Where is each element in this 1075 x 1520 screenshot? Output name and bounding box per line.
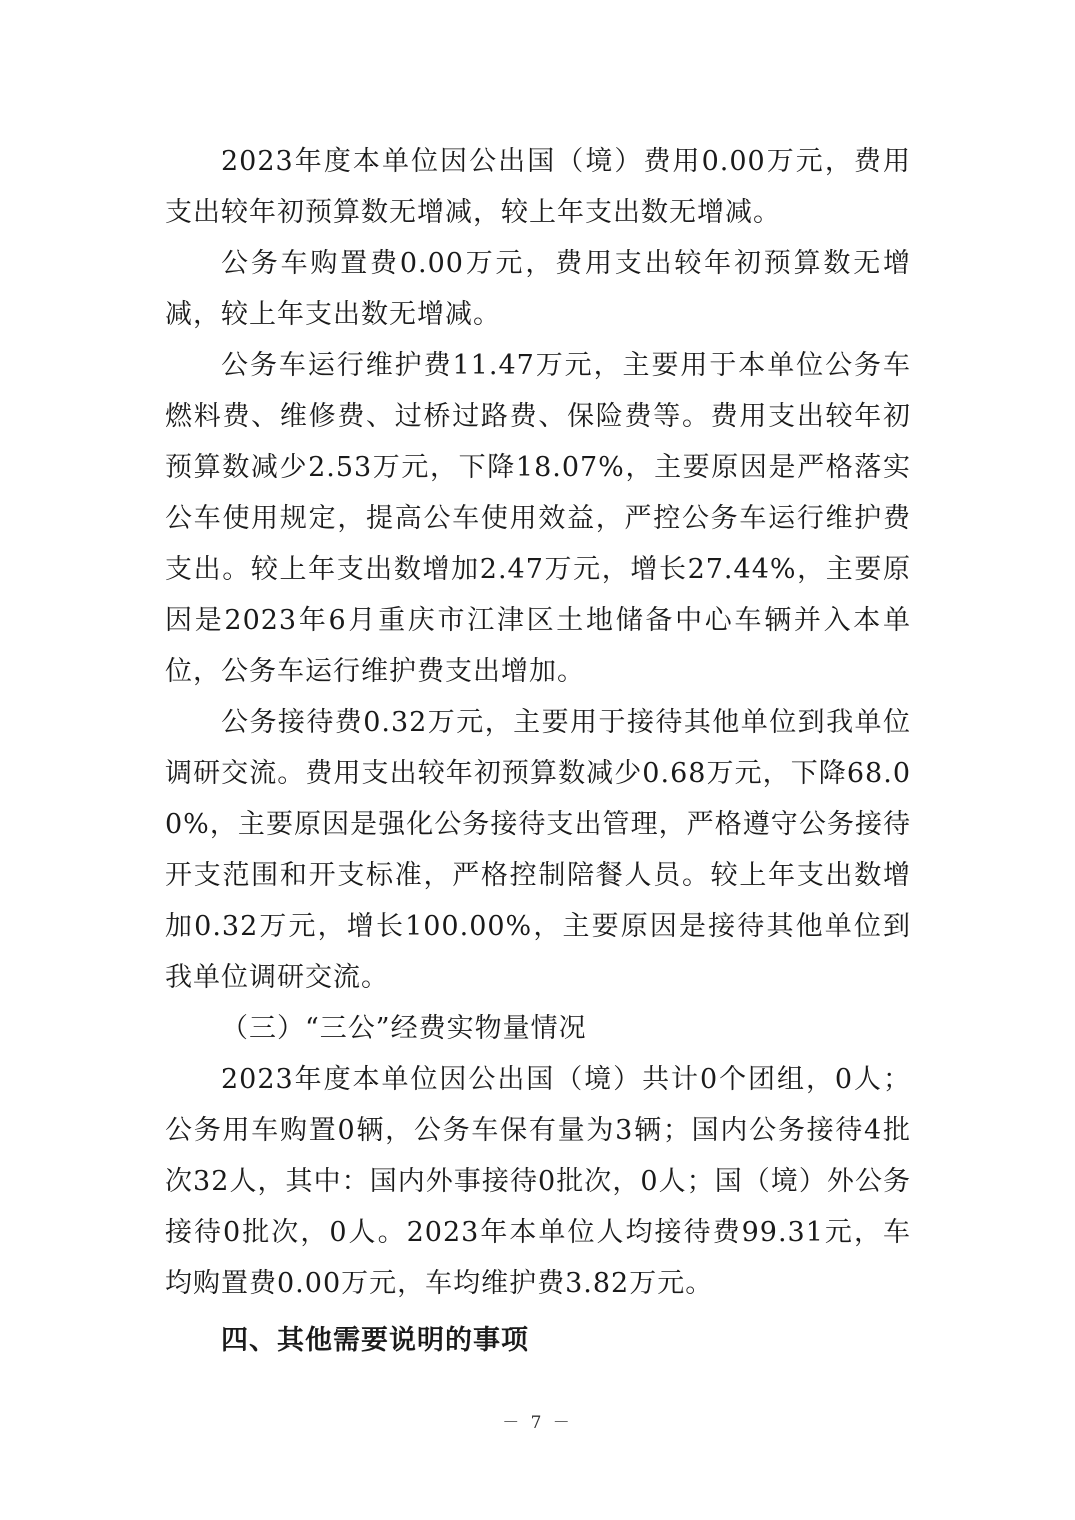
document-body bbox=[165, 136, 911, 1366]
paragraph-physical-quantity: 2023年度本单位因公出国（境）共计0个团组，0人；公务用车购置0辆，公务车保有量为3辆；国内公务接待4批次32人，其中：国内外事接待0批次，0人；国（境）外公务接待0批次，0人。2023年本单位人均接待费99.31元，车均购置费0.00万元，车均维护费3.82万元。 bbox=[165, 1064, 911, 1299]
section-heading-other-matters: 四、其他需要说明的事项 bbox=[221, 1325, 529, 1356]
paragraph-vehicle-maintenance: 公务车运行维护费11.47万元，主要用于本单位公务车燃料费、维修费、过桥过路费、保险费等。费用支出较年初预算数减少2.53万元，下降18.07%，主要原因是严格落实公车使用规定，提高公车使用效益，严控公务车运行维护费支出。较上年支出数增加2.47万元，增长27.44%，主要原因是2023年6月重庆市江津区土地储备中心车辆并入本单位，公务车运行维护费支出增加。 bbox=[165, 350, 911, 687]
paragraph-overseas-travel: 2023年度本单位因公出国（境）费用0.00万元，费用支出较年初预算数无增减，较上年支出数无增减。 bbox=[165, 146, 911, 228]
paragraph-reception: 公务接待费0.32万元，主要用于接待其他单位到我单位调研交流。费用支出较年初预算数减少0.68万元，下降68.00%，主要原因是强化公务接待支出管理，严格遵守公务接待开支范围和开支标准，严格控制陪餐人员。较上年支出数增加0.32万元，增长100.00%，主要原因是接待其他单位到我单位调研交流。 bbox=[165, 707, 911, 993]
page-number: － 7 － bbox=[502, 1413, 573, 1433]
subheading-physical-quantity: （三）“三公”经费实物量情况 bbox=[221, 1013, 587, 1044]
paragraph-vehicle-purchase: 公务车购置费0.00万元，费用支出较年初预算数无增减，较上年支出数无增减。 bbox=[165, 248, 911, 330]
